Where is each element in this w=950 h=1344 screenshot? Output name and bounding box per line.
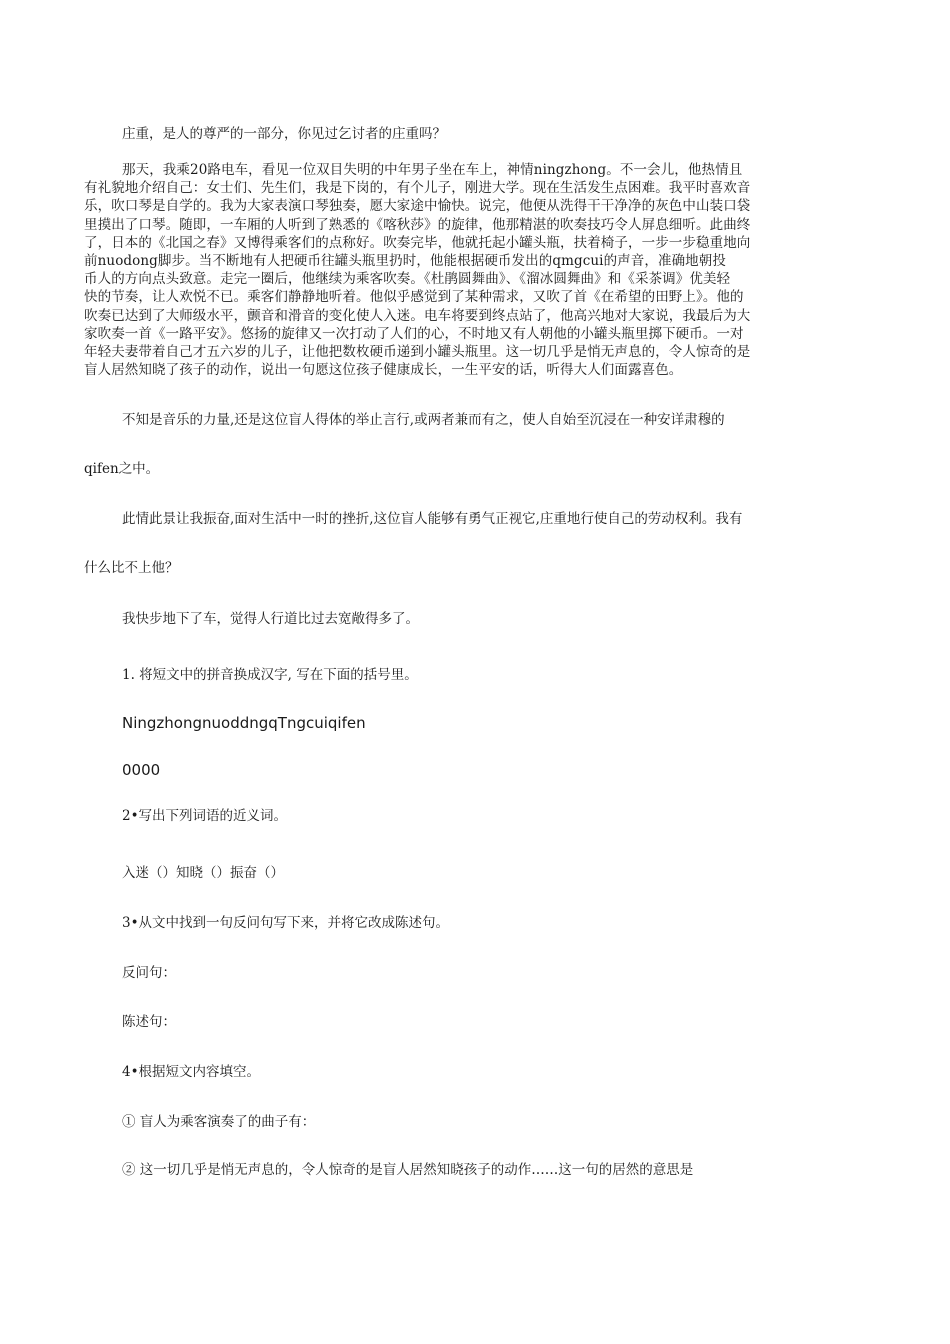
- question-1-blanks[interactable]: 0000: [122, 761, 161, 779]
- story-line: 快的节奏，让人欢悦不已。乘客们静静地听着。他似乎感觉到了某种需求，又吹了首《在希望的田野上》。他的: [84, 289, 744, 306]
- question-4-item-1[interactable]: ① 盲人为乘客演奏了的曲子有：: [122, 1114, 316, 1130]
- question-4-title: 4•根据短文内容填空。: [122, 1064, 261, 1080]
- question-1-title: 1. 将短文中的拼音换成汉字, 写在下面的括号里。: [122, 667, 418, 683]
- paragraph-ending: 我快步地下了车，觉得人行道比过去宽敞得多了。: [122, 611, 419, 627]
- story-line: 有礼貌地介绍自己：女士们、先生们，我是下岗的，有个儿子，刚进大学。现在生活发生点困难。我平时喜欢音: [84, 180, 751, 197]
- question-3-rhetorical-label[interactable]: 反问句：: [122, 965, 176, 981]
- story-line: 币人的方向点头致意。走完一圈后，他继续为乘客吹奏。《杜鹃圆舞曲》、《溜冰圆舞曲》和《采茶调》优美轻: [84, 271, 731, 288]
- story-line: 年轻夫妻带着自己才五六岁的儿子，让他把数枚硬币递到小罐头瓶里。这一切几乎是悄无声息的，令人惊奇的是: [84, 344, 751, 361]
- paragraph-story: [84, 161, 866, 379]
- paragraph-reflection-cont: 什么比不上他？: [84, 560, 179, 576]
- paragraph-opening: 庄重，是人的尊严的一部分，你见过乞讨者的庄重吗？: [122, 126, 446, 142]
- story-line: 乐，吹口琴是自学的。我为大家表演口琴独奏，愿大家途中愉快。说完，他便从洗得干干净净的灰色中山装口袋: [84, 198, 751, 215]
- story-line: 吹奏已达到了大师级水平，颤音和滑音的变化使人入迷。电车将要到终点站了，他高兴地对大家说，我最后为大: [84, 307, 751, 324]
- question-3-declarative-label[interactable]: 陈述句：: [122, 1014, 176, 1030]
- story-line: 里摸出了口琴。随即，一车厢的人听到了熟悉的《喀秋莎》的旋律，他那精湛的吹奏技巧令人屏息细听。此曲终: [84, 216, 751, 233]
- story-line: 前nuodong脚步。当不断地有人把硬币往罐头瓶里扔时，他能根据硬币发出的qmgcui的声音，准确地朝投: [84, 253, 726, 270]
- question-3-title: 3•从文中找到一句反问句写下来，并将它改成陈述句。: [122, 915, 450, 931]
- story-line: 了，日本的《北国之春》又博得乘客们的点称好。吹奏完毕，他就托起小罐头瓶，扶着椅子，一步一步稳重地向: [84, 234, 751, 251]
- paragraph-reflection: 此情此景让我振奋,面对生活中一时的挫折,这位盲人能够有勇气正视它,庄重地行使自己的劳动权利。我有: [122, 511, 743, 527]
- story-line: 那天，我乘20路电车，看见一位双目失明的中年男子坐在车上，神情ningzhong。不一会儿，他热情且: [122, 162, 743, 178]
- question-2-title: 2•写出下列词语的近义词。: [122, 808, 288, 824]
- story-line: 家吹奏一首《一路平安》。悠扬的旋律又一次打动了人们的心，不时地又有人朝他的小罐头瓶里掷下硬币。一对: [84, 325, 744, 342]
- story-line: 盲人居然知晓了孩子的动作，说出一句愿这位孩子健康成长，一生平安的话，听得大人们面露喜色。: [84, 362, 683, 379]
- question-2-items[interactable]: 入迷（）知晓（）振奋（）: [122, 865, 284, 881]
- question-4-item-2[interactable]: ② 这一切几乎是悄无声息的，令人惊奇的是盲人居然知晓孩子的动作……这一句的居然的意思是: [122, 1162, 694, 1178]
- question-1-pinyin: NingzhongnuoddngqTngcuiqifen: [122, 714, 366, 732]
- paragraph-music-cont: qifen之中。: [84, 461, 160, 477]
- paragraph-music: 不知是音乐的力量,还是这位盲人得体的举止言行,或两者兼而有之，使人自始至沉浸在一种安详肃穆的: [122, 412, 725, 428]
